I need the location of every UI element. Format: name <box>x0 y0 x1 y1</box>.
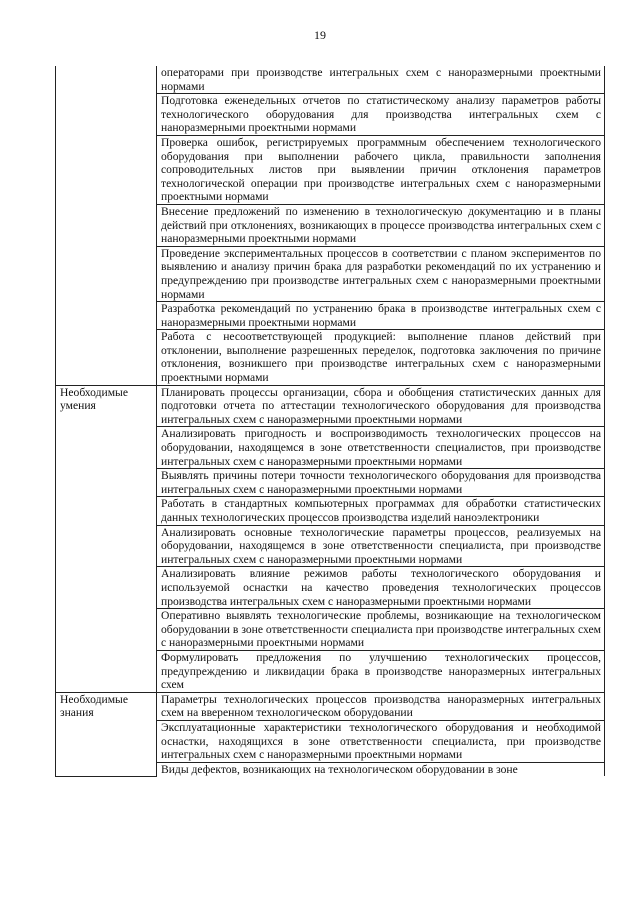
list-item: Проверка ошибок, регистрируемых программным обеспечением технологического оборудования при выполнении рабочего цикла, правильности заполнения сопроводительных листов при выявлении причин отклонения параметров технологической операции при производстве интегральных схем с наноразмерными проектными нормами <box>157 135 605 204</box>
section-label-knowledge: Необходимые знания <box>56 692 157 776</box>
page-number: 19 <box>314 28 326 42</box>
list-item: Работа с несоответствующей продукцией: выполнение планов действий при отклонении, выполнение разрешенных переделок, подготовка заключения по причине отклонения, возникшего при производстве интегральных схем с наноразмерными проектными нормами <box>157 330 605 385</box>
list-item: Оперативно выявлять технологические проблемы, возникающие на технологическом оборудовании в зоне ответственности специалиста при производстве интегральных схем с наноразмерными проектными нормами <box>157 609 605 651</box>
section-label-skills: Необходимые умения <box>56 385 157 692</box>
list-item: Виды дефектов, возникающих на технологическом оборудовании в зоне <box>157 762 605 776</box>
list-item: Параметры технологических процессов производства наноразмерных интегральных схем на вверенном технологическом оборудовании <box>157 692 605 720</box>
list-item: Проведение экспериментальных процессов в соответствии с планом экспериментов по выявлению и анализу причин брака для разработки рекомендаций по их устранению и предупреждению при производстве интегральных схем с наноразмерными проектными нормами <box>157 246 605 301</box>
list-item: операторами при производстве интегральных схем с наноразмерными проектными нормами <box>157 66 605 94</box>
list-item: Анализировать пригодность и воспроизводимость технологических процессов на оборудовании, находящемся в зоне ответственности специалистов, при производстве интегральных схем с наноразмерными проектными нормами <box>157 427 605 469</box>
table-row <box>56 692 605 720</box>
table-row <box>56 385 605 427</box>
requirements-table <box>55 66 605 777</box>
list-item: Подготовка еженедельных отчетов по статистическому анализу параметров работы технологического оборудования для производства интегральных схем с наноразмерными проектными нормами <box>157 94 605 136</box>
list-item: Планировать процессы организации, сбора и обобщения статистических данных для подготовки отчета по аттестации технологического оборудования для производства интегральных схем с наноразмерными проектными нормами <box>157 385 605 427</box>
table-row <box>56 66 605 94</box>
list-item: Эксплуатационные характеристики технологического оборудования и необходимой оснастки, находящихся в зоне ответственности специалиста, при производстве интегральных схем с наноразмерными проектными нормами <box>157 720 605 762</box>
list-item: Внесение предложений по изменению в технологическую документацию и в планы действий при отклонениях, возникающих в процессе производства интегральных схем с наноразмерными проектными нормами <box>157 204 605 246</box>
row-label <box>56 66 157 385</box>
list-item: Разработка рекомендаций по устранению брака в производстве интегральных схем с наноразмерными проектными нормами <box>157 302 605 330</box>
list-item: Формулировать предложения по улучшению технологических процессов, предупреждению и ликвидации брака в производстве наноразмерных интегральных схем <box>157 650 605 692</box>
list-item: Работать в стандартных компьютерных программах для обработки статистических данных технологических процессов производства изделий наноэлектроники <box>157 497 605 525</box>
list-item: Выявлять причины потери точности технологического оборудования для производства интегральных схем с наноразмерными проектными нормами <box>157 469 605 497</box>
list-item: Анализировать основные технологические параметры процессов, реализуемых на оборудовании, находящемся в зоне ответственности специалиста, при производстве интегральных схем с наноразмерными проектными нормами <box>157 525 605 567</box>
list-item: Анализировать влияние режимов работы технологического оборудования и используемой оснастки на качество проведения технологических процессов производства интегральных схем с наноразмерными проектными нормами <box>157 567 605 609</box>
